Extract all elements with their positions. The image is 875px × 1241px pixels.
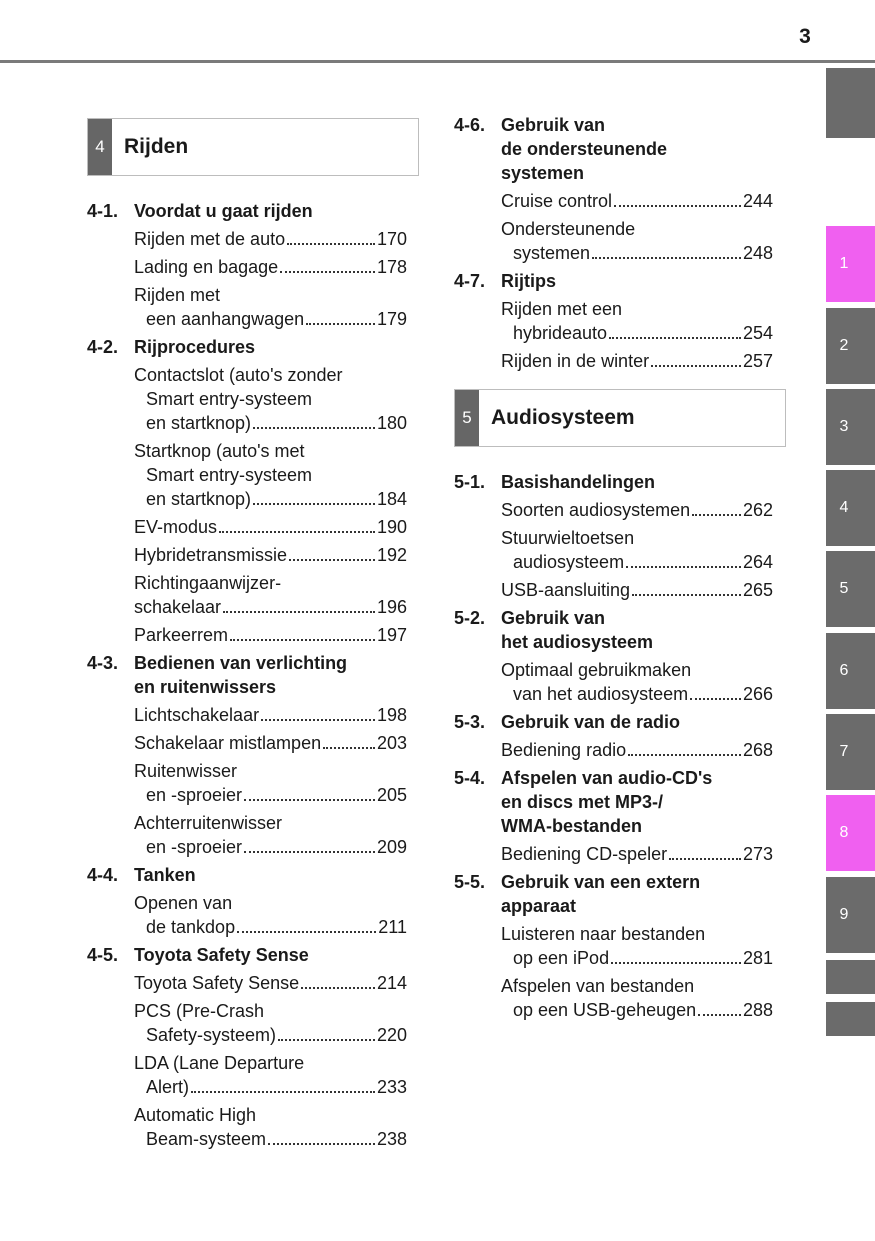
- page-reference: 262: [742, 500, 773, 520]
- page-reference: 170: [376, 229, 407, 249]
- section-title: Basishandelingen: [501, 472, 656, 492]
- chapter-tab[interactable]: [826, 68, 875, 138]
- toc-entry[interactable]: [501, 297, 773, 345]
- chapter-title: Audiosysteem: [491, 406, 635, 429]
- toc-entry[interactable]: [134, 891, 407, 939]
- section-number: 5-4.: [454, 768, 486, 788]
- dot-leader: [692, 514, 741, 516]
- section-title: Rijtips: [501, 271, 557, 291]
- section-title: Tanken: [134, 865, 196, 885]
- entry-text: Ruitenwisser: [134, 761, 238, 781]
- entry-text: systemen: [513, 243, 591, 263]
- entry-text: van het audiosysteem: [513, 684, 689, 704]
- chapter-tab-label: 5: [839, 580, 849, 597]
- entry-text: Cruise control: [501, 191, 613, 211]
- chapter-tab[interactable]: [826, 795, 875, 871]
- entry-text: en startknop): [146, 489, 252, 509]
- toc-entry[interactable]: [501, 498, 773, 522]
- toc-entry[interactable]: [501, 974, 773, 1022]
- toc-entry[interactable]: [134, 999, 407, 1047]
- section-number: 4-6.: [454, 115, 486, 135]
- chapter-tab-label: 8: [839, 824, 849, 841]
- section-heading[interactable]: [454, 113, 773, 185]
- section-heading[interactable]: [87, 651, 407, 699]
- entry-text: Automatic High: [134, 1105, 257, 1125]
- dot-leader: [253, 427, 375, 429]
- entry-text: en -sproeier: [146, 837, 243, 857]
- page-reference: 197: [376, 625, 407, 645]
- dot-leader: [614, 205, 741, 207]
- section-heading[interactable]: [454, 606, 773, 654]
- entry-text: Ondersteunende: [501, 219, 636, 239]
- page-reference: 209: [376, 837, 407, 857]
- dot-leader: [626, 566, 741, 568]
- entry-text: Optimaal gebruikmaken: [501, 660, 692, 680]
- entry-text: Smart entry-systeem: [146, 465, 313, 485]
- entry-text: Lading en bagage: [134, 257, 279, 277]
- entry-text: Lichtschakelaar: [134, 705, 260, 725]
- section-number: 4-3.: [87, 653, 119, 673]
- dot-leader: [237, 931, 376, 933]
- toc-entry[interactable]: [501, 842, 773, 866]
- dot-leader: [306, 323, 375, 325]
- section-heading[interactable]: [87, 943, 407, 967]
- entry-text: Soorten audiosystemen: [501, 500, 691, 520]
- entry-text: Smart entry-systeem: [146, 389, 313, 409]
- section-heading[interactable]: [454, 870, 773, 918]
- toc-entry[interactable]: [501, 922, 773, 970]
- chapter-tab[interactable]: [826, 714, 875, 790]
- dot-leader: [287, 243, 375, 245]
- entry-text: Luisteren naar bestanden: [501, 924, 706, 944]
- page-reference: 190: [376, 517, 407, 537]
- entry-text: PCS (Pre-Crash: [134, 1001, 265, 1021]
- dot-leader: [611, 962, 741, 964]
- page-reference: 196: [376, 597, 407, 617]
- toc-left-column: [87, 199, 407, 1155]
- entry-text: Beam-systeem: [146, 1129, 267, 1149]
- dot-leader: [219, 531, 375, 533]
- toc-right-column-top: [454, 113, 773, 377]
- toc-entry[interactable]: [134, 571, 407, 619]
- chapter-tab[interactable]: [826, 633, 875, 709]
- dot-leader: [280, 271, 375, 273]
- toc-entry[interactable]: [134, 703, 407, 727]
- entry-text: Afspelen van bestanden: [501, 976, 695, 996]
- dot-leader: [223, 611, 375, 613]
- toc-entry[interactable]: [134, 1103, 407, 1151]
- header-rule: [0, 60, 875, 63]
- toc-entry[interactable]: [134, 543, 407, 567]
- entry-text: EV-modus: [134, 517, 218, 537]
- toc-entry[interactable]: [501, 217, 773, 265]
- entry-text: Bediening CD-speler: [501, 844, 668, 864]
- entry-text: USB-aansluiting: [501, 580, 631, 600]
- section-number: 4-5.: [87, 945, 119, 965]
- dot-leader: [268, 1143, 375, 1145]
- toc-entry[interactable]: [134, 283, 407, 331]
- entry-text: Rijden met de auto: [134, 229, 286, 249]
- chapter-tab-label: 4: [839, 499, 849, 516]
- dot-leader: [244, 851, 375, 853]
- dot-leader: [278, 1039, 375, 1041]
- dot-leader: [244, 799, 375, 801]
- toc-entry[interactable]: [501, 526, 773, 574]
- page-reference: 244: [742, 191, 773, 211]
- entry-text: Schakelaar mistlampen: [134, 733, 322, 753]
- page-reference: 198: [376, 705, 407, 725]
- chapter-tab[interactable]: [826, 1002, 875, 1036]
- page-reference: 179: [376, 309, 407, 329]
- toc-entry[interactable]: [134, 759, 407, 807]
- section-heading[interactable]: [454, 710, 773, 734]
- toc-entry[interactable]: [501, 349, 773, 373]
- entry-text: de tankdop: [146, 917, 236, 937]
- page-reference: 257: [742, 351, 773, 371]
- page-reference: 264: [742, 552, 773, 572]
- chapter-title: Rijden: [124, 135, 189, 158]
- entry-text: Achterruitenwisser: [134, 813, 283, 833]
- page-reference: 254: [742, 323, 773, 343]
- section-heading[interactable]: [87, 863, 407, 887]
- dot-leader: [323, 747, 375, 749]
- entry-text: Stuurwieltoetsen: [501, 528, 635, 548]
- section-title: Gebruik van de radio: [501, 712, 681, 732]
- chapter-tab[interactable]: [826, 960, 875, 994]
- page-number: 3: [799, 25, 811, 48]
- page-reference: 220: [376, 1025, 407, 1045]
- dot-leader: [628, 754, 741, 756]
- chapter-tab-label: 3: [839, 418, 849, 435]
- toc-entry[interactable]: [134, 439, 407, 511]
- chapter-tab[interactable]: [826, 877, 875, 953]
- dot-leader: [609, 337, 741, 339]
- page-reference: 214: [376, 973, 407, 993]
- section-number: 4-2.: [87, 337, 119, 357]
- dot-leader: [261, 719, 375, 721]
- page-reference: 203: [376, 733, 407, 753]
- section-heading[interactable]: [87, 335, 407, 359]
- toc-entry[interactable]: [134, 811, 407, 859]
- entry-text: schakelaar: [134, 597, 222, 617]
- chapter-tab-label: 1: [839, 255, 849, 272]
- entry-text: op een iPod: [513, 948, 610, 968]
- toc-entry[interactable]: [501, 189, 773, 213]
- section-heading[interactable]: [454, 269, 773, 293]
- entry-text: Rijden in de winter: [501, 351, 650, 371]
- entry-text: Hybridetransmissie: [134, 545, 288, 565]
- section-title: Voordat u gaat rijden: [134, 201, 313, 221]
- toc-entry[interactable]: [134, 227, 407, 251]
- entry-text: en startknop): [146, 413, 252, 433]
- page-reference: 281: [742, 948, 773, 968]
- toc-right-column-bottom: [454, 470, 773, 1026]
- chapter-tab[interactable]: [826, 551, 875, 627]
- chapter-tab-label: 6: [839, 662, 849, 679]
- section-heading[interactable]: [454, 766, 773, 838]
- entry-text: Startknop (auto's met: [134, 441, 305, 461]
- toc-entry[interactable]: [501, 578, 773, 602]
- chapter-4-heading: [87, 118, 419, 176]
- section-title: Gebruik van een extern apparaat: [501, 872, 701, 916]
- page-reference: 233: [376, 1077, 407, 1097]
- section-number: 5-1.: [454, 472, 486, 492]
- toc-entry[interactable]: [134, 971, 407, 995]
- dot-leader: [632, 594, 741, 596]
- chapter-tab-label: 7: [839, 743, 849, 760]
- entry-text: Openen van: [134, 893, 233, 913]
- section-title: Gebruik van het audiosysteem: [501, 608, 654, 652]
- page-reference: 178: [376, 257, 407, 277]
- section-number: 5-3.: [454, 712, 486, 732]
- toc-entry[interactable]: [501, 738, 773, 762]
- section-title: Gebruik van de ondersteunende systemen: [501, 115, 668, 183]
- entry-text: audiosysteem: [513, 552, 625, 572]
- section-number: 5-2.: [454, 608, 486, 628]
- entry-text: hybrideauto: [513, 323, 608, 343]
- dot-leader: [669, 858, 741, 860]
- toc-entry[interactable]: [134, 1051, 407, 1099]
- dot-leader: [301, 987, 375, 989]
- entry-text: en -sproeier: [146, 785, 243, 805]
- page-reference: 248: [742, 243, 773, 263]
- entry-text: Rijden met een: [501, 299, 623, 319]
- page-reference: 184: [376, 489, 407, 509]
- chapter-number: 4: [88, 119, 112, 175]
- page-reference: 180: [376, 413, 407, 433]
- section-title: Toyota Safety Sense: [134, 945, 309, 965]
- entry-text: Alert): [146, 1077, 190, 1097]
- entry-text: Richtingaanwijzer-: [134, 573, 282, 593]
- chapter-tab[interactable]: [826, 389, 875, 465]
- section-heading[interactable]: [87, 199, 407, 223]
- chapter-5-heading: [454, 389, 786, 447]
- toc-entry[interactable]: [134, 731, 407, 755]
- toc-entry[interactable]: [501, 658, 773, 706]
- entry-text: Safety-systeem): [146, 1025, 277, 1045]
- page-reference: 273: [742, 844, 773, 864]
- entry-text: Contactslot (auto's zonder: [134, 365, 343, 385]
- chapter-tab[interactable]: [826, 470, 875, 546]
- section-heading[interactable]: [454, 470, 773, 494]
- chapter-tab-label: 2: [839, 337, 849, 354]
- section-title: Afspelen van audio-CD's en discs met MP3-/ WMA-bestanden: [501, 768, 713, 836]
- section-title: Rijprocedures: [134, 337, 256, 357]
- page-reference: 265: [742, 580, 773, 600]
- section-title: Bedienen van verlichting en ruitenwissers: [134, 653, 348, 697]
- section-number: 4-7.: [454, 271, 486, 291]
- dot-leader: [690, 698, 741, 700]
- entry-text: LDA (Lane Departure: [134, 1053, 305, 1073]
- chapter-tab[interactable]: [826, 226, 875, 302]
- dot-leader: [230, 639, 375, 641]
- section-number: 4-4.: [87, 865, 119, 885]
- dot-leader: [698, 1014, 741, 1016]
- dot-leader: [191, 1091, 375, 1093]
- page-reference: 192: [376, 545, 407, 565]
- dot-leader: [253, 503, 375, 505]
- chapter-tab[interactable]: [826, 308, 875, 384]
- toc-entry[interactable]: [134, 363, 407, 435]
- entry-text: op een USB-geheugen: [513, 1000, 697, 1020]
- dot-leader: [651, 365, 741, 367]
- dot-leader: [289, 559, 375, 561]
- entry-text: een aanhangwagen: [146, 309, 305, 329]
- entry-text: Parkeerrem: [134, 625, 229, 645]
- page-reference: 288: [742, 1000, 773, 1020]
- page-reference: 205: [376, 785, 407, 805]
- toc-entry[interactable]: [134, 623, 407, 647]
- entry-text: Toyota Safety Sense: [134, 973, 300, 993]
- section-number: 5-5.: [454, 872, 486, 892]
- toc-entry[interactable]: [134, 515, 407, 539]
- toc-entry[interactable]: [134, 255, 407, 279]
- entry-text: Rijden met: [134, 285, 221, 305]
- chapter-tab-label: 9: [839, 906, 849, 923]
- page-reference: 266: [742, 684, 773, 704]
- chapter-number: 5: [455, 390, 479, 446]
- page-reference: 268: [742, 740, 773, 760]
- section-number: 4-1.: [87, 201, 119, 221]
- entry-text: Bediening radio: [501, 740, 627, 760]
- dot-leader: [592, 257, 741, 259]
- page-reference: 238: [376, 1129, 407, 1149]
- page-reference: 211: [378, 917, 407, 937]
